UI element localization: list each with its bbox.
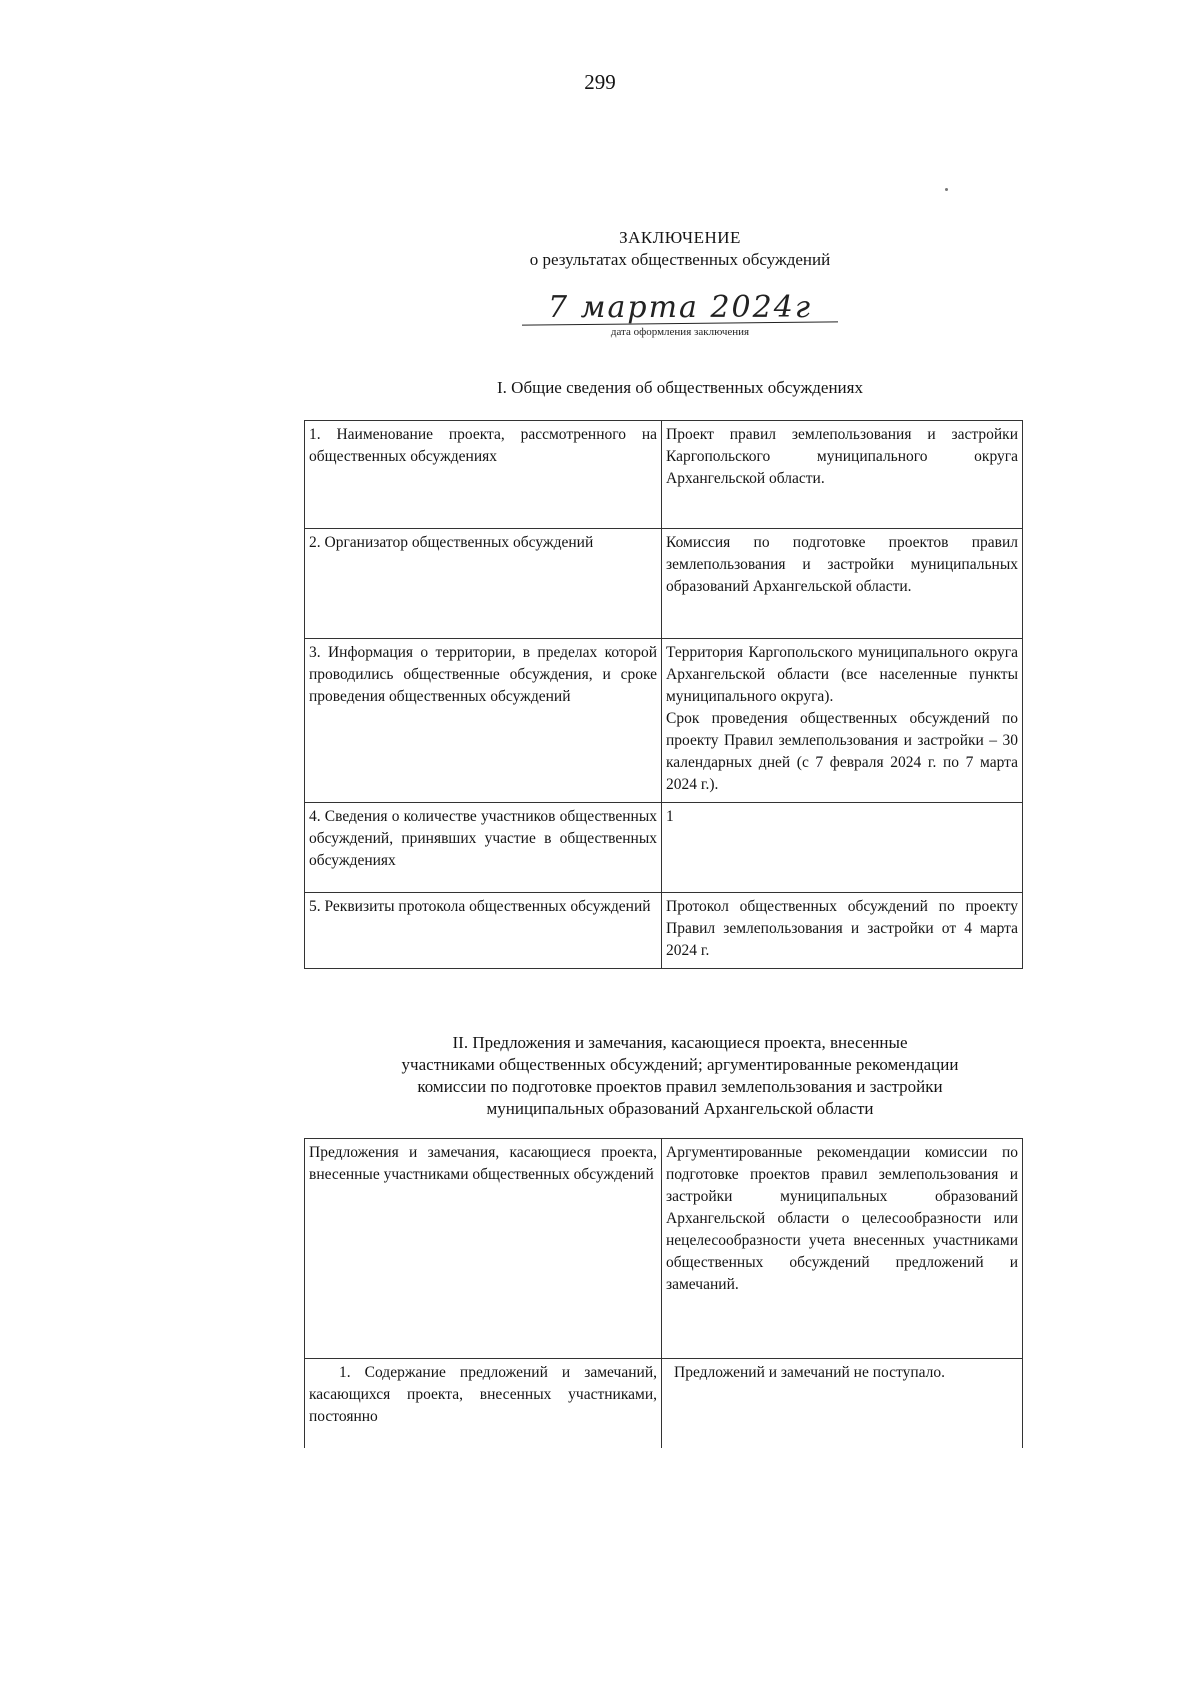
column-header-proposals: Предложения и замечания, касающиеся проекта, внесенные участниками общественных обсуждений [305,1139,662,1359]
row-value: Проект правил землепользования и застройки Каргопольского муниципального округа Архангельской области. [662,421,1023,529]
table-row [305,1359,1023,1449]
document-subtitle: о результатах общественных обсуждений [529,250,831,269]
table-row [305,529,1023,639]
section-2-title-line: муниципальных образований Архангельской области [486,1099,874,1118]
column-header-recommendations: Аргументированные рекомендации комиссии по подготовке проектов правил землепользования и застройки муниципальных образований Архангельской области о целесообразности или нецелесообразности учета внесенных участниками общественных обсуждений предложений и замечаний. [662,1139,1023,1359]
section-2-title [0,1032,1200,1120]
territory-text: Территория Каргопольского муниципального округа Архангельской области (все населенные пункты муниципального округа). [666,644,1018,705]
table-row [305,421,1023,529]
table-row [305,803,1023,893]
date-block [520,292,840,344]
page-number: 299 [584,70,616,94]
row-label: 1. Содержание предложений и замечаний, касающихся проекта, внесенных участниками, постоянно [305,1359,662,1449]
date-caption: дата оформления заключения [610,326,750,338]
row-label: 2. Организатор общественных обсуждений [305,529,662,639]
row-value: 1 [662,803,1023,893]
term-text: Срок проведения общественных обсуждений по проекту Правил землепользования и застройки – 30 календарных дней (с 7 февраля 2024 г. по 7 марта 2024 г.). [666,710,1018,793]
row-label: 4. Сведения о количестве участников общественных обсуждений, принявших участие в общественных обсуждениях [305,803,662,893]
document-title: ЗАКЛЮЧЕНИЕ [619,228,741,247]
section-2-title-line: комиссии по подготовке проектов правил землепользования и застройки [417,1077,943,1096]
handwritten-date: 7 марта 2024г [548,290,812,325]
section-2-title-line: II. Предложения и замечания, касающиеся проекта, внесенные [452,1033,908,1052]
row-label: 3. Информация о территории, в пределах которой проводились общественные обсуждения, и сроке проведения общественных обсуждений [305,639,662,803]
row-label: 1. Наименование проекта, рассмотренного на общественных обсуждениях [305,421,662,529]
scan-speck [945,188,948,191]
general-info-table [304,420,1023,969]
proposals-table [304,1138,1023,1448]
row-value: Комиссия по подготовке проектов правил землепользования и застройки муниципальных образований Архангельской области. [662,529,1023,639]
row-value: Предложений и замечаний не поступало. [662,1359,1023,1449]
row-value: Протокол общественных обсуждений по проекту Правил землепользования и застройки от 4 марта 2024 г. [662,893,1023,969]
section-1-title: I. Общие сведения об общественных обсуждениях [497,378,863,397]
section-2-title-line: участниками общественных обсуждений; аргументированные рекомендации [401,1055,959,1074]
table-header-row [305,1139,1023,1359]
table-row [305,893,1023,969]
row-label: 5. Реквизиты протокола общественных обсуждений [305,893,662,969]
row-value [662,639,1023,803]
table-row [305,639,1023,803]
document-header [0,227,1200,271]
